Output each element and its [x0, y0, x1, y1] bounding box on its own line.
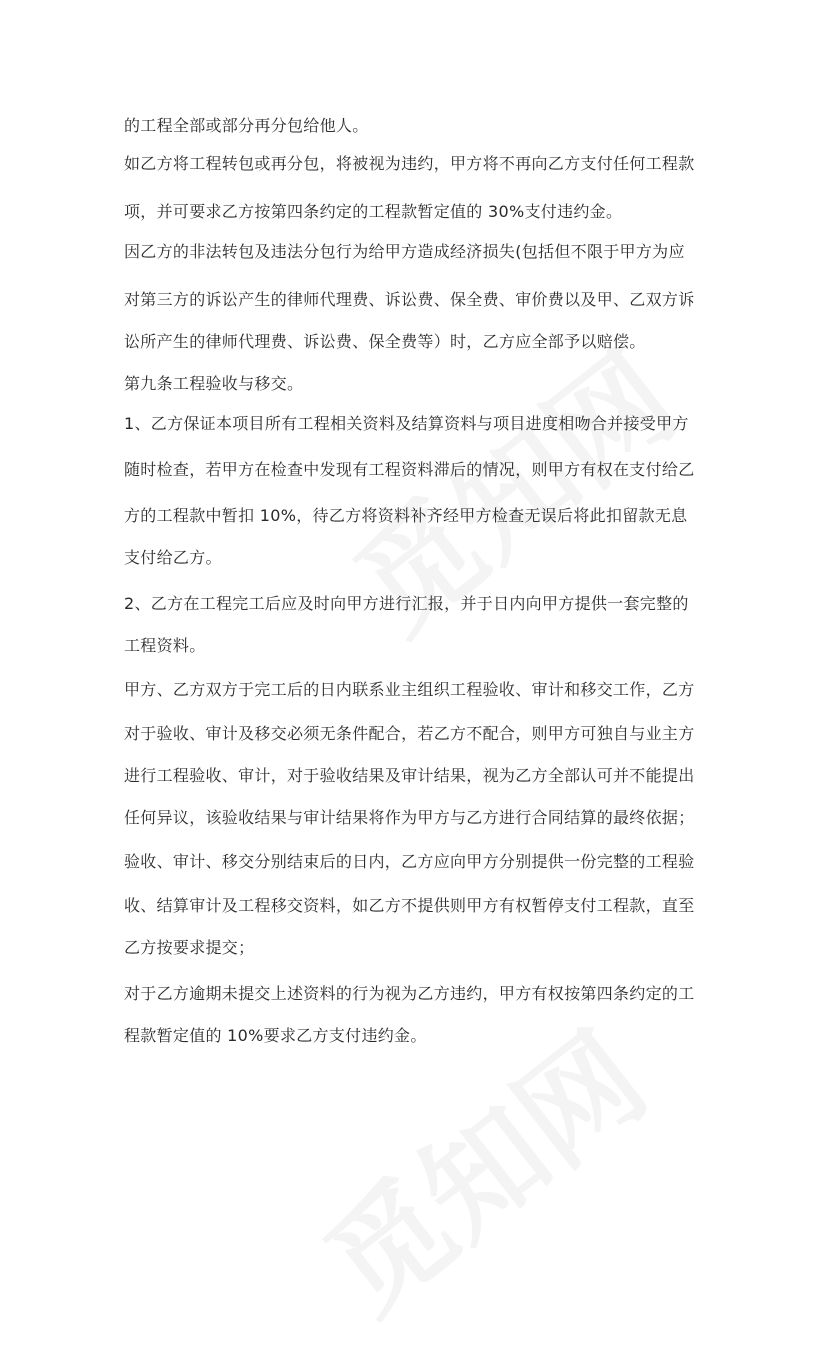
- text-line: 工程资料。: [124, 636, 206, 655]
- text-line: 2、乙方在工程完工后应及时向甲方进行汇报，并于日内向甲方提供一套完整的: [124, 594, 689, 613]
- text-line: 收、结算审计及工程移交资料，如乙方不提供则甲方有权暂停支付工程款，直至: [124, 896, 695, 915]
- text-line: 对于乙方逾期未提交上述资料的行为视为乙方违约，甲方有权按第四条约定的工: [124, 984, 695, 1003]
- text-line: 1、乙方保证本项目所有工程相关资料及结算资料与项目进度相吻合并接受甲方: [124, 414, 689, 433]
- text-line: 任何异议，该验收结果与审计结果将作为甲方与乙方进行合同结算的最终依据；: [124, 808, 695, 827]
- text-line: 甲方、乙方双方于完工后的日内联系业主组织工程验收、审计和移交工作，乙方: [124, 680, 695, 699]
- text-line: 验收、审计、移交分别结束后的日内，乙方应向甲方分别提供一份完整的工程验: [124, 852, 695, 871]
- text-line: 方的工程款中暂扣 10%，待乙方将资料补齐经甲方检查无误后将此扣留款无息: [124, 506, 688, 525]
- text-line: 支付给乙方。: [124, 548, 222, 567]
- text-line: 程款暂定值的 10%要求乙方支付违约金。: [124, 1026, 427, 1045]
- text-line: 随时检查，若甲方在检查中发现有工程资料滞后的情况，则甲方有权在支付给乙: [124, 460, 695, 479]
- text-line: 因乙方的非法转包及违法分包行为给甲方造成经济损失(包括但不限于甲方为应: [124, 242, 685, 261]
- text-line: 对于验收、审计及移交必须无条件配合，若乙方不配合，则甲方可独自与业主方: [124, 724, 695, 743]
- text-line: 进行工程验收、审计，对于验收结果及审计结果，视为乙方全部认可并不能提出: [124, 766, 695, 785]
- text-line: 的工程全部或部分再分包给他人。: [124, 116, 369, 135]
- text-line: 对第三方的诉讼产生的律师代理费、诉讼费、保全费、审价费以及甲、乙双方诉: [124, 290, 695, 309]
- text-line: 乙方按要求提交；: [124, 938, 255, 957]
- text-line: 项，并可要求乙方按第四条约定的工程款暂定值的 30%支付违约金。: [124, 202, 623, 221]
- text-line: 如乙方将工程转包或再分包，将被视为违约，甲方将不再向乙方支付任何工程款: [124, 154, 695, 173]
- section-heading: 第九条工程验收与移交。: [124, 374, 304, 393]
- text-line: 讼所产生的律师代理费、诉讼费、保全费等）时，乙方应全部予以赔偿。: [124, 332, 646, 351]
